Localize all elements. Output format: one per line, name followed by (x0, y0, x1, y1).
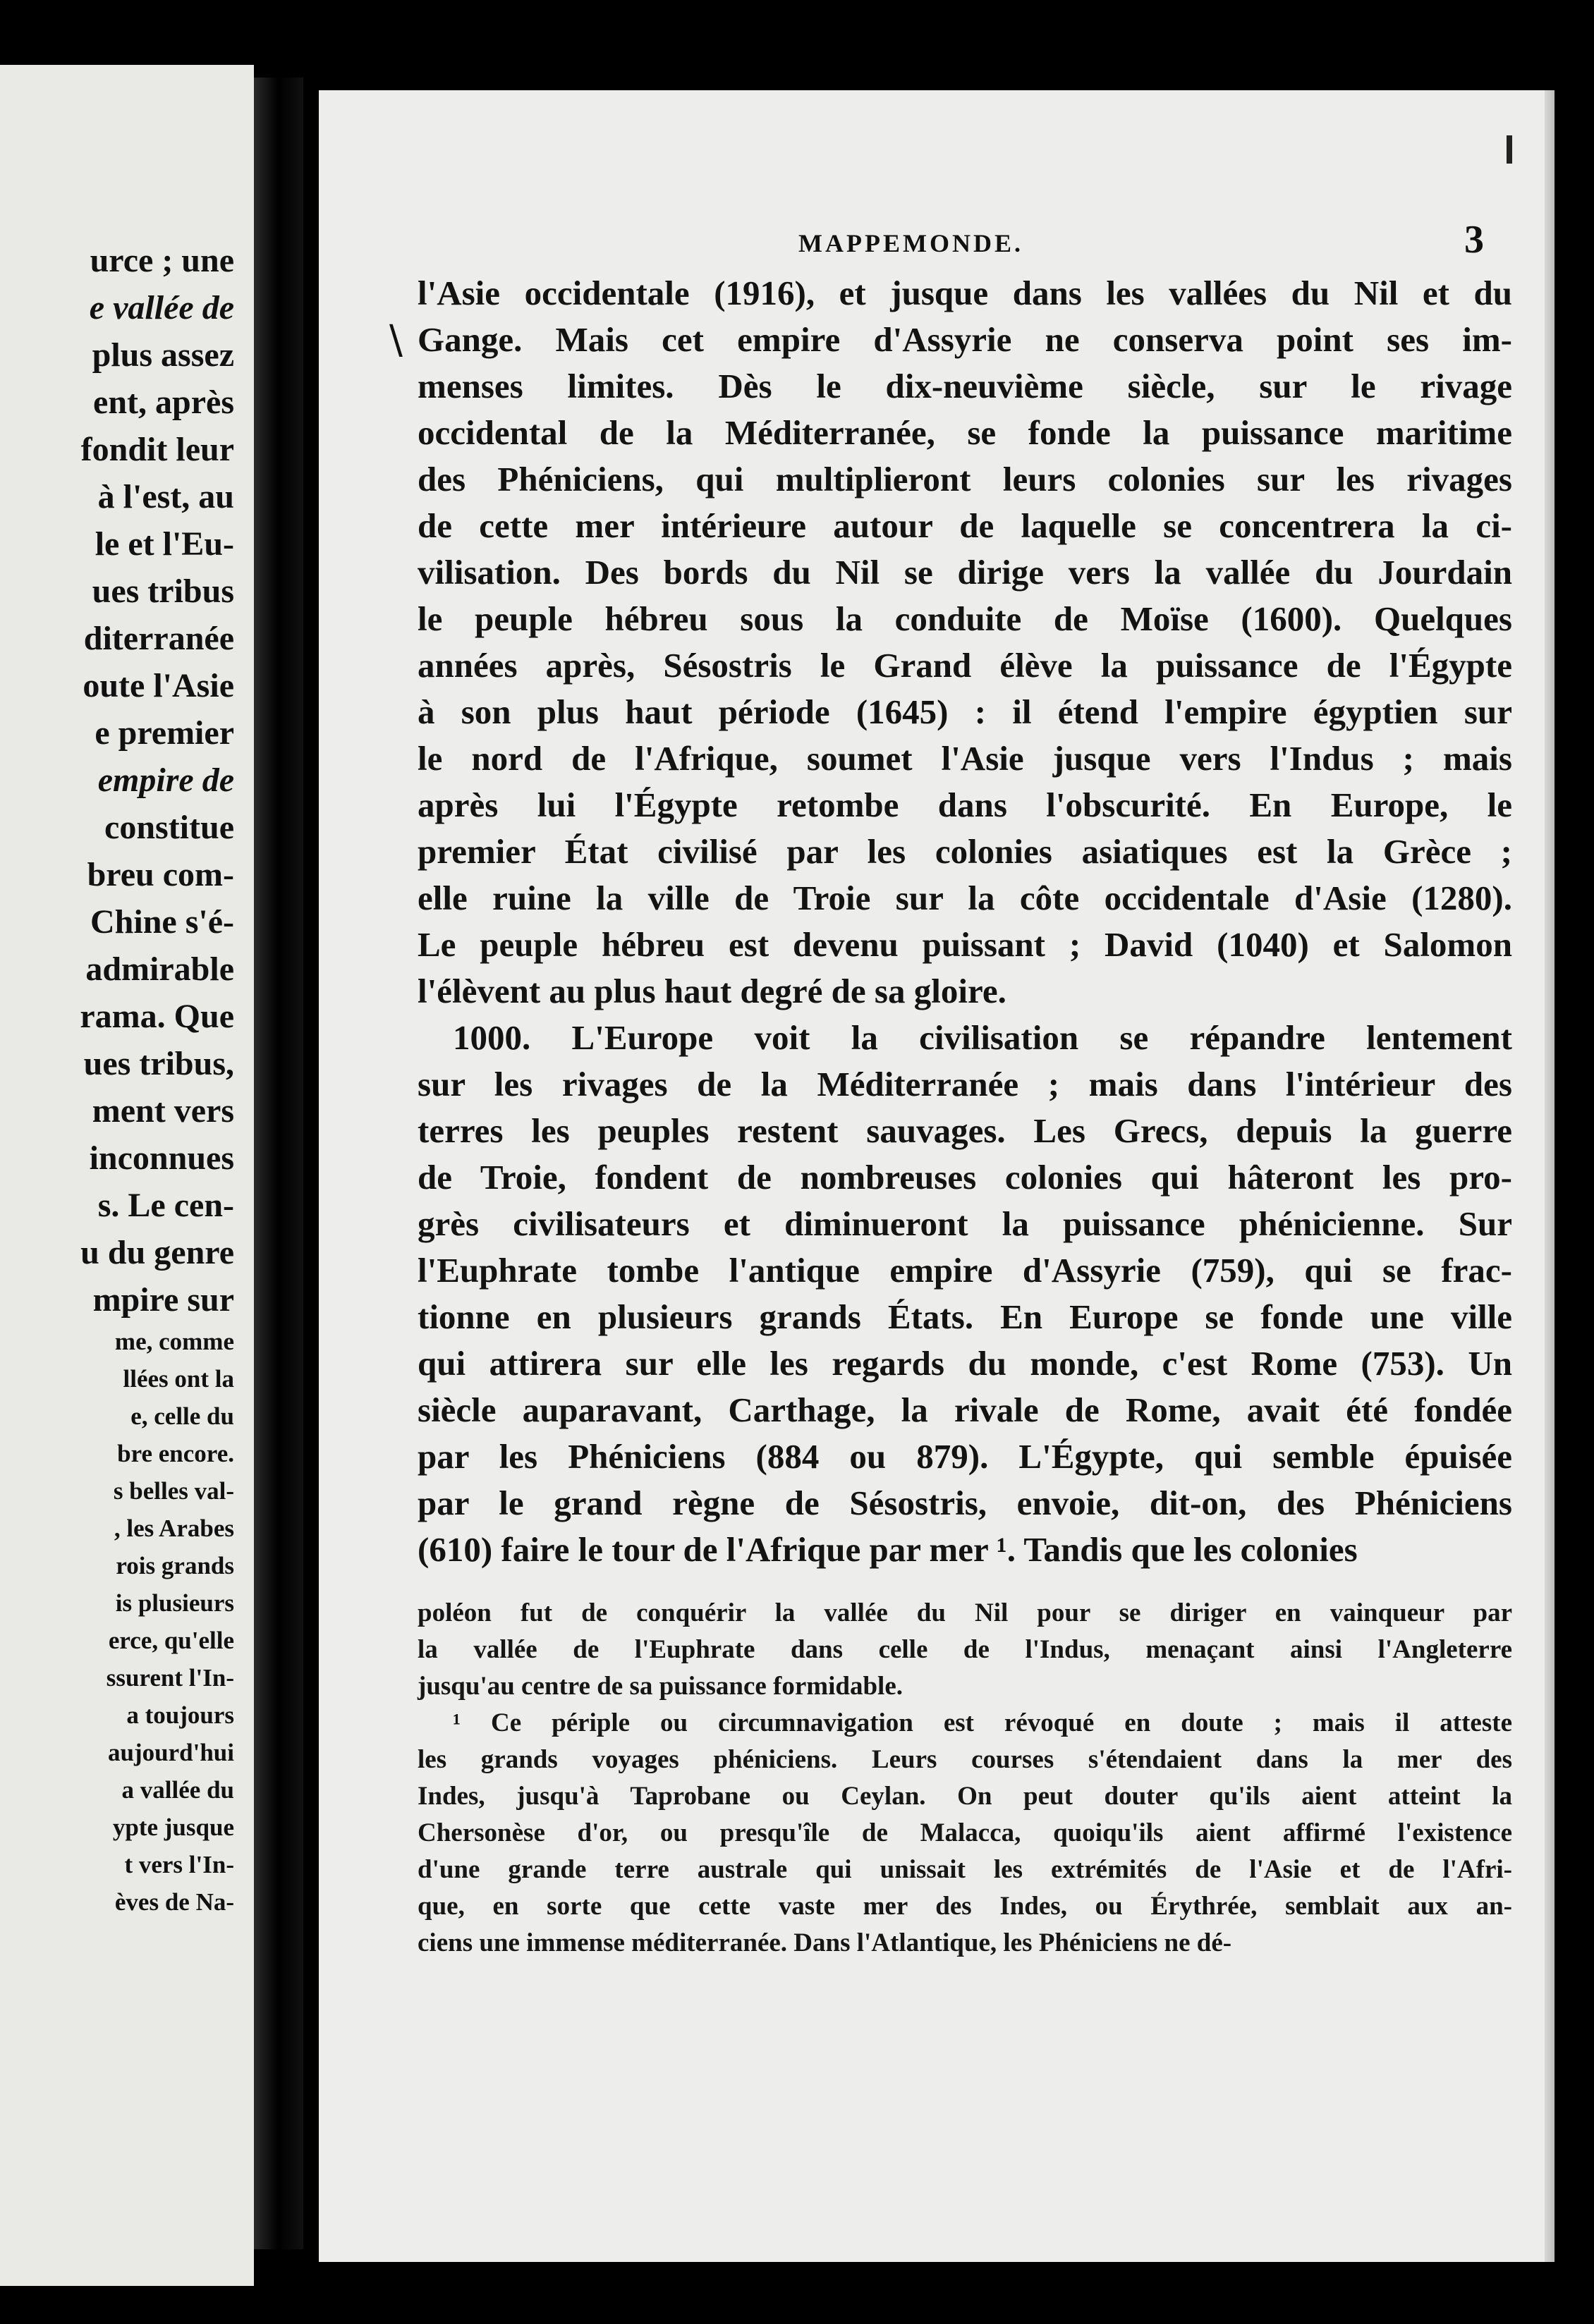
facing-page-line: constitue (104, 809, 234, 846)
footnote-line: poléon fut de conquérir la vallée du Nil pour se diriger en vainqueur par (418, 1598, 1512, 1627)
body-line: terres les peuples restent sauvages. Les Grecs, depuis la guerre (418, 1111, 1512, 1150)
facing-page-line: diterranée (83, 620, 234, 657)
facing-page-line: ent, après (93, 384, 234, 421)
facing-page-line: à l'est, au (97, 478, 234, 515)
facing-page-line: e premier (95, 714, 234, 752)
facing-page-line: admirable (85, 950, 234, 988)
footnote-line: que, en sorte que cette vaste mer des Indes, ou Érythrée, semblait aux an- (418, 1892, 1512, 1921)
body-line: vilisation. Des bords du Nil se dirige vers la vallée du Jourdain (418, 553, 1512, 592)
body-line: qui attirera sur elle les regards du monde, c'est Rome (753). Un (418, 1344, 1512, 1383)
body-line: Le peuple hébreu est devenu puissant ; David (1040) et Salomon (418, 925, 1512, 964)
footnote-line: ciens une immense méditerranée. Dans l'Atlantique, les Phéniciens ne dé- (418, 1928, 1232, 1957)
facing-page-line: a toujours (126, 1701, 234, 1729)
facing-page-fragment (0, 65, 254, 2286)
facing-page-line: oute l'Asie (83, 667, 234, 704)
facing-page-line: mpire sur (92, 1281, 234, 1319)
facing-page-line: is plusieurs (115, 1589, 234, 1617)
facing-page-line: ssurent l'In- (106, 1664, 234, 1692)
body-line: grès civilisateurs et diminueront la puissance phénicienne. Sur (418, 1204, 1512, 1243)
facing-page-line: t vers l'In- (124, 1851, 234, 1878)
footnote-line: d'une grande terre australe qui unissait les extrémités de l'Asie et de l'Afri- (418, 1855, 1512, 1884)
facing-page-line: erce, qu'elle (108, 1627, 234, 1654)
facing-page-line: breu com- (87, 856, 234, 893)
facing-page-line: urce ; une (90, 242, 234, 279)
facing-page-line: èves de Na- (114, 1888, 234, 1916)
facing-page-line: le et l'Eu- (95, 525, 234, 563)
body-line: après lui l'Égypte retombe dans l'obscurité. En Europe, le (418, 785, 1512, 824)
facing-page-line: inconnues (89, 1139, 234, 1177)
running-head: MAPPEMONDE. (798, 229, 1023, 257)
footnote-line: Chersonèse d'or, ou presqu'île de Malacca, quoiqu'ils aient affirmé l'existence (418, 1818, 1512, 1847)
facing-page-line: fondit leur (80, 431, 234, 468)
book-gutter (254, 78, 303, 2249)
body-line: le peuple hébreu sous la conduite de Moïse (1600). Quelques (418, 599, 1512, 638)
book-page (319, 90, 1555, 2262)
facing-page-line: llées ont la (123, 1365, 234, 1393)
footnote-line: ¹ Ce périple ou circumnavigation est révoqué en doute ; mais il atteste (453, 1708, 1512, 1737)
body-line: par le grand règne de Sésostris, envoie, dit-on, des Phéniciens (418, 1484, 1512, 1522)
body-line: elle ruine la ville de Troie sur la côte occidentale d'Asie (1280). (418, 879, 1512, 917)
margin-mark: \ (389, 317, 403, 363)
facing-page-line: e vallée de (89, 289, 234, 326)
facing-page-line: s belles val- (113, 1477, 234, 1505)
facing-page-line: e, celle du (130, 1402, 234, 1430)
body-line: siècle auparavant, Carthage, la rivale de Rome, avait été fondée (418, 1390, 1512, 1429)
body-line: l'Asie occidentale (1916), et jusque dans les vallées du Nil et du (418, 274, 1512, 312)
body-line: menses limites. Dès le dix-neuvième siècle, sur le rivage (418, 367, 1512, 405)
facing-page-line: , les Arabes (114, 1515, 234, 1542)
body-line: des Phéniciens, qui multiplieront leurs colonies sur les rivages (418, 460, 1512, 499)
facing-page-line: empire de (97, 762, 234, 799)
body-line: l'Euphrate tombe l'antique empire d'Assyrie (759), qui se frac- (418, 1251, 1512, 1290)
facing-page-line: bre encore. (117, 1440, 234, 1467)
page-number: 3 (1464, 218, 1484, 262)
body-line: de Troie, fondent de nombreuses colonies qui hâteront les pro- (418, 1158, 1512, 1197)
body-line: (610) faire le tour de l'Afrique par mer ¹. Tandis que les colonies (418, 1530, 1358, 1569)
body-line: par les Phéniciens (884 ou 879). L'Égypte, qui semble épuisée (418, 1437, 1512, 1476)
facing-page-line: ues tribus (92, 573, 234, 610)
footnote-line: Indes, jusqu'à Taprobane ou Ceylan. On peut douter qu'ils aient atteint la (418, 1782, 1512, 1811)
body-line: l'élèvent au plus haut degré de sa gloire. (418, 972, 1006, 1010)
page-speck (1507, 135, 1512, 164)
body-line: le nord de l'Afrique, soumet l'Asie jusque vers l'Indus ; mais (418, 739, 1512, 778)
facing-page-line: rois grands (116, 1552, 234, 1579)
body-line: années après, Sésostris le Grand élève la puissance de l'Égypte (418, 646, 1512, 685)
facing-page-line: a vallée du (121, 1776, 234, 1804)
facing-page-line: plus assez (92, 336, 234, 374)
body-line: de cette mer intérieure autour de laquelle se concentrera la ci- (418, 506, 1512, 545)
facing-page-line: u du genre (80, 1234, 234, 1271)
body-line: 1000. L'Europe voit la civilisation se répandre lentement (453, 1018, 1512, 1057)
facing-page-line: s. Le cen- (97, 1187, 234, 1224)
facing-page-line: aujourd'hui (108, 1739, 234, 1766)
facing-page-line: me, comme (114, 1328, 234, 1355)
body-line: premier État civilisé par les colonies asiatiques est la Grèce ; (418, 832, 1512, 871)
body-line: tionne en plusieurs grands États. En Europe se fonde une ville (418, 1297, 1512, 1336)
facing-page-line: ypte jusque (112, 1814, 234, 1841)
footnote-line: jusqu'au centre de sa puissance formidable. (418, 1672, 903, 1701)
body-line: à son plus haut période (1645) : il étend l'empire égyptien sur (418, 692, 1512, 731)
footnote-line: les grands voyages phéniciens. Leurs courses s'étendaient dans la mer des (418, 1745, 1512, 1774)
facing-page-line: ment vers (92, 1092, 234, 1130)
facing-page-line: ues tribus, (83, 1045, 234, 1082)
body-line: Gange. Mais cet empire d'Assyrie ne conserva point ses im- (418, 320, 1512, 359)
body-line: sur les rivages de la Méditerranée ; mais dans l'intérieur des (418, 1065, 1512, 1103)
page-header (319, 218, 1555, 265)
facing-page-line: rama. Que (80, 998, 234, 1035)
body-line: occidental de la Méditerranée, se fonde la puissance maritime (418, 413, 1512, 452)
facing-page-line: Chine s'é- (90, 903, 234, 941)
footnote-line: la vallée de l'Euphrate dans celle de l'Indus, menaçant ainsi l'Angleterre (418, 1635, 1512, 1664)
